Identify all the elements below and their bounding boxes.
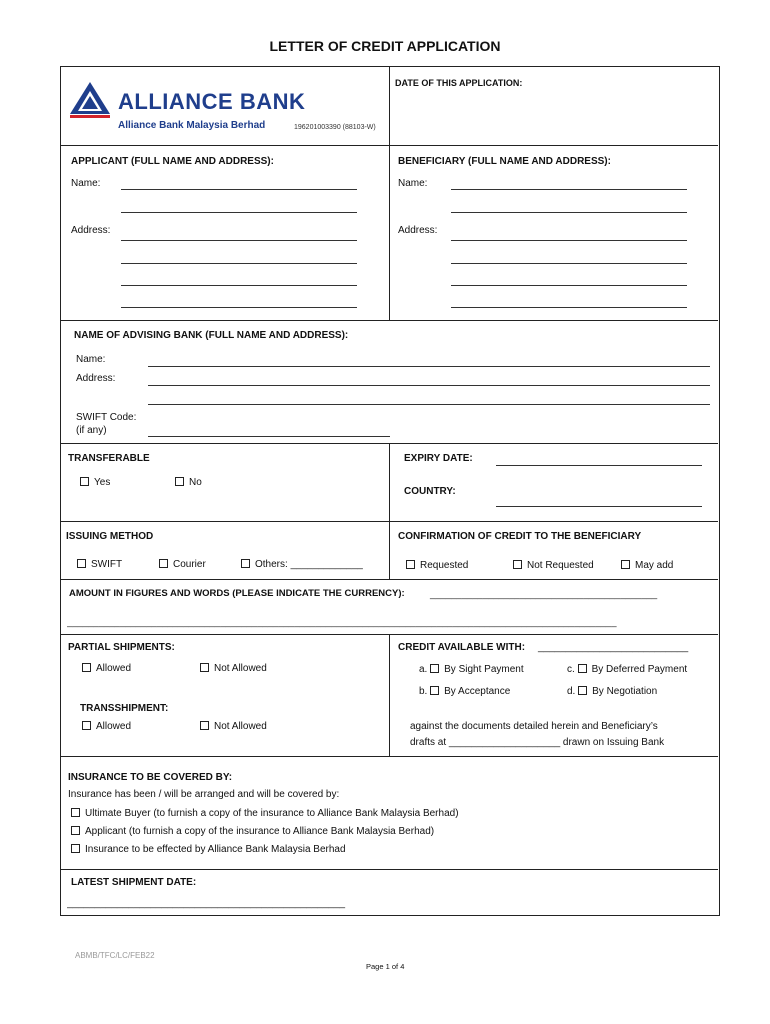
partial-not-allowed-label: Not Allowed: [214, 663, 267, 674]
insurance-option-bank-label: Insurance to be effected by Alliance Bank Malaysia Berhad: [85, 844, 346, 855]
divider: [61, 756, 718, 757]
insurance-option-buyer-label: Ultimate Buyer (to furnish a copy of the insurance to Alliance Bank Malaysia Berhad): [85, 808, 459, 819]
bank-name: ALLIANCE BANK: [118, 89, 306, 114]
partial-allowed-label: Allowed: [96, 663, 132, 674]
applicant-address-label: Address:: [71, 225, 111, 236]
checkbox-icon[interactable]: [200, 721, 209, 730]
latest-shipment-heading: LATEST SHIPMENT DATE:: [71, 877, 197, 888]
checkbox-icon[interactable]: [578, 686, 587, 695]
confirmation-heading: CONFIRMATION OF CREDIT TO THE BENEFICIARY: [398, 531, 642, 542]
document-title: LETTER OF CREDIT APPLICATION: [269, 38, 501, 54]
issuing-method-heading: ISSUING METHOD: [66, 531, 154, 542]
advising-address-label: Address:: [76, 373, 116, 384]
amount-blank[interactable]: ___________________________________________: [430, 589, 658, 600]
applicant-name-label: Name:: [71, 178, 101, 189]
beneficiary-name-line[interactable]: [451, 189, 687, 190]
credit-option-c-prefix: c.: [567, 664, 575, 675]
latest-shipment-blank[interactable]: __________________________________________________: [67, 898, 346, 909]
credit-option-a-prefix: a.: [419, 664, 428, 675]
confirmation-not-requested-option[interactable]: [513, 560, 594, 572]
page-number: Page 1 of 4: [366, 962, 405, 971]
checkbox-icon[interactable]: [578, 664, 587, 673]
beneficiary-address-label: Address:: [398, 225, 438, 236]
credit-option-d[interactable]: [567, 686, 657, 698]
checkbox-icon[interactable]: [71, 826, 80, 835]
credit-available-heading: CREDIT AVAILABLE WITH:: [398, 642, 526, 653]
credit-option-d-label: By Negotiation: [592, 686, 658, 697]
partial-allowed-option[interactable]: [82, 663, 131, 675]
country-line[interactable]: [496, 506, 702, 507]
confirmation-requested-option[interactable]: [406, 560, 468, 572]
insurance-option-applicant-label: Applicant (to furnish a copy of the insurance to Alliance Bank Malaysia Berhad): [85, 826, 435, 837]
transshipment-not-allowed-label: Not Allowed: [214, 721, 267, 732]
insurance-statement: Insurance has been / will be arranged and will be covered by:: [68, 789, 340, 800]
checkbox-icon[interactable]: [241, 559, 250, 568]
expiry-date-line[interactable]: [496, 465, 702, 466]
issuing-courier-option[interactable]: [159, 559, 206, 571]
checkbox-icon[interactable]: [159, 559, 168, 568]
checkbox-icon[interactable]: [82, 663, 91, 672]
advising-address-line[interactable]: [148, 404, 710, 405]
advising-address-line[interactable]: [148, 385, 710, 386]
confirmation-may-add-label: May add: [635, 560, 674, 571]
advising-name-line[interactable]: [148, 366, 710, 367]
applicant-address-line[interactable]: [121, 263, 357, 264]
checkbox-icon[interactable]: [200, 663, 209, 672]
checkbox-icon[interactable]: [71, 844, 80, 853]
transshipment-not-allowed-option[interactable]: [200, 721, 267, 733]
credit-option-a-label: By Sight Payment: [444, 664, 524, 675]
checkbox-icon[interactable]: [175, 477, 184, 486]
beneficiary-address-line[interactable]: [451, 263, 687, 264]
issuing-others-label: Others: _____________: [255, 559, 363, 570]
credit-option-a[interactable]: [419, 664, 524, 676]
transferable-no-label: No: [189, 477, 202, 488]
divider: [61, 579, 718, 580]
transferable-heading: TRANSFERABLE: [68, 453, 150, 464]
credit-against-text: against the documents detailed herein and Beneficiary’s: [410, 721, 658, 732]
partial-not-allowed-option[interactable]: [200, 663, 267, 675]
divider: [389, 521, 390, 579]
beneficiary-name-line[interactable]: [451, 212, 687, 213]
divider: [61, 869, 718, 870]
applicant-name-line[interactable]: [121, 189, 357, 190]
confirmation-may-add-option[interactable]: [621, 560, 673, 572]
credit-available-blank[interactable]: ___________________________: [538, 642, 689, 653]
swift-code-label: SWIFT Code:: [76, 412, 137, 423]
issuing-swift-label: SWIFT: [91, 559, 123, 570]
issuing-others-option[interactable]: [241, 559, 363, 571]
credit-option-b-prefix: b.: [419, 686, 428, 697]
applicant-name-line[interactable]: [121, 212, 357, 213]
checkbox-icon[interactable]: [513, 560, 522, 569]
transshipment-allowed-label: Allowed: [96, 721, 132, 732]
credit-option-b[interactable]: [419, 686, 510, 698]
insurance-heading: INSURANCE TO BE COVERED BY:: [68, 772, 233, 783]
confirmation-not-requested-label: Not Requested: [527, 560, 594, 571]
transferable-yes-label: Yes: [94, 477, 111, 488]
beneficiary-heading: BENEFICIARY (FULL NAME AND ADDRESS):: [398, 156, 611, 167]
country-label: COUNTRY:: [404, 486, 456, 497]
swift-code-line[interactable]: [148, 436, 390, 437]
applicant-address-line[interactable]: [121, 240, 357, 241]
amount-words-blank[interactable]: ________________________________________________________________________________________________________: [67, 617, 617, 628]
expiry-date-label: EXPIRY DATE:: [404, 453, 473, 464]
transferable-yes-option[interactable]: [80, 477, 110, 489]
bank-legal-name: Alliance Bank Malaysia Berhad: [118, 120, 266, 131]
applicant-heading: APPLICANT (FULL NAME AND ADDRESS):: [71, 156, 274, 167]
transshipment-heading: TRANSSHIPMENT:: [80, 703, 169, 714]
checkbox-icon[interactable]: [430, 686, 439, 695]
beneficiary-name-label: Name:: [398, 178, 428, 189]
bank-logo: [70, 80, 390, 140]
partial-shipments-heading: PARTIAL SHIPMENTS:: [68, 642, 175, 653]
checkbox-icon[interactable]: [621, 560, 630, 569]
credit-option-c-label: By Deferred Payment: [591, 664, 688, 675]
checkbox-icon[interactable]: [77, 559, 86, 568]
divider: [389, 634, 390, 756]
advising-name-label: Name:: [76, 354, 106, 365]
credit-option-b-label: By Acceptance: [444, 686, 511, 697]
beneficiary-address-line[interactable]: [451, 285, 687, 286]
applicant-address-line[interactable]: [121, 285, 357, 286]
bank-reg-no: 196201003390 (88103-W): [294, 124, 376, 131]
applicant-address-line[interactable]: [121, 307, 357, 308]
issuing-courier-label: Courier: [173, 559, 206, 570]
insurance-option-applicant[interactable]: [71, 826, 434, 838]
credit-option-c[interactable]: [567, 664, 687, 676]
divider: [389, 443, 390, 521]
checkbox-icon[interactable]: [430, 664, 439, 673]
transferable-no-option[interactable]: [175, 477, 202, 489]
checkbox-icon[interactable]: [82, 721, 91, 730]
swift-code-note: (if any): [76, 425, 107, 436]
credit-option-d-prefix: d.: [567, 686, 576, 697]
checkbox-icon[interactable]: [80, 477, 89, 486]
advising-heading: NAME OF ADVISING BANK (FULL NAME AND ADDRESS):: [74, 330, 349, 341]
transshipment-allowed-option[interactable]: [82, 721, 131, 733]
checkbox-icon[interactable]: [71, 808, 80, 817]
amount-label: AMOUNT IN FIGURES AND WORDS (PLEASE INDICATE THE CURRENCY):: [69, 588, 405, 599]
insurance-option-bank[interactable]: [71, 844, 346, 856]
alliance-bank-logo-icon: [70, 82, 110, 118]
form-reference: ABMB/TFC/LC/FEB22: [75, 951, 155, 960]
beneficiary-address-line[interactable]: [451, 240, 687, 241]
divider: [61, 320, 718, 321]
checkbox-icon[interactable]: [406, 560, 415, 569]
beneficiary-address-line[interactable]: [451, 307, 687, 308]
divider: [61, 145, 718, 146]
date-label: DATE OF THIS APPLICATION:: [395, 78, 523, 88]
insurance-option-buyer[interactable]: [71, 808, 459, 820]
issuing-swift-option[interactable]: [77, 559, 122, 571]
credit-drafts-text: drafts at ____________________ drawn on Issuing Bank: [410, 737, 665, 748]
confirmation-requested-label: Requested: [420, 560, 469, 571]
